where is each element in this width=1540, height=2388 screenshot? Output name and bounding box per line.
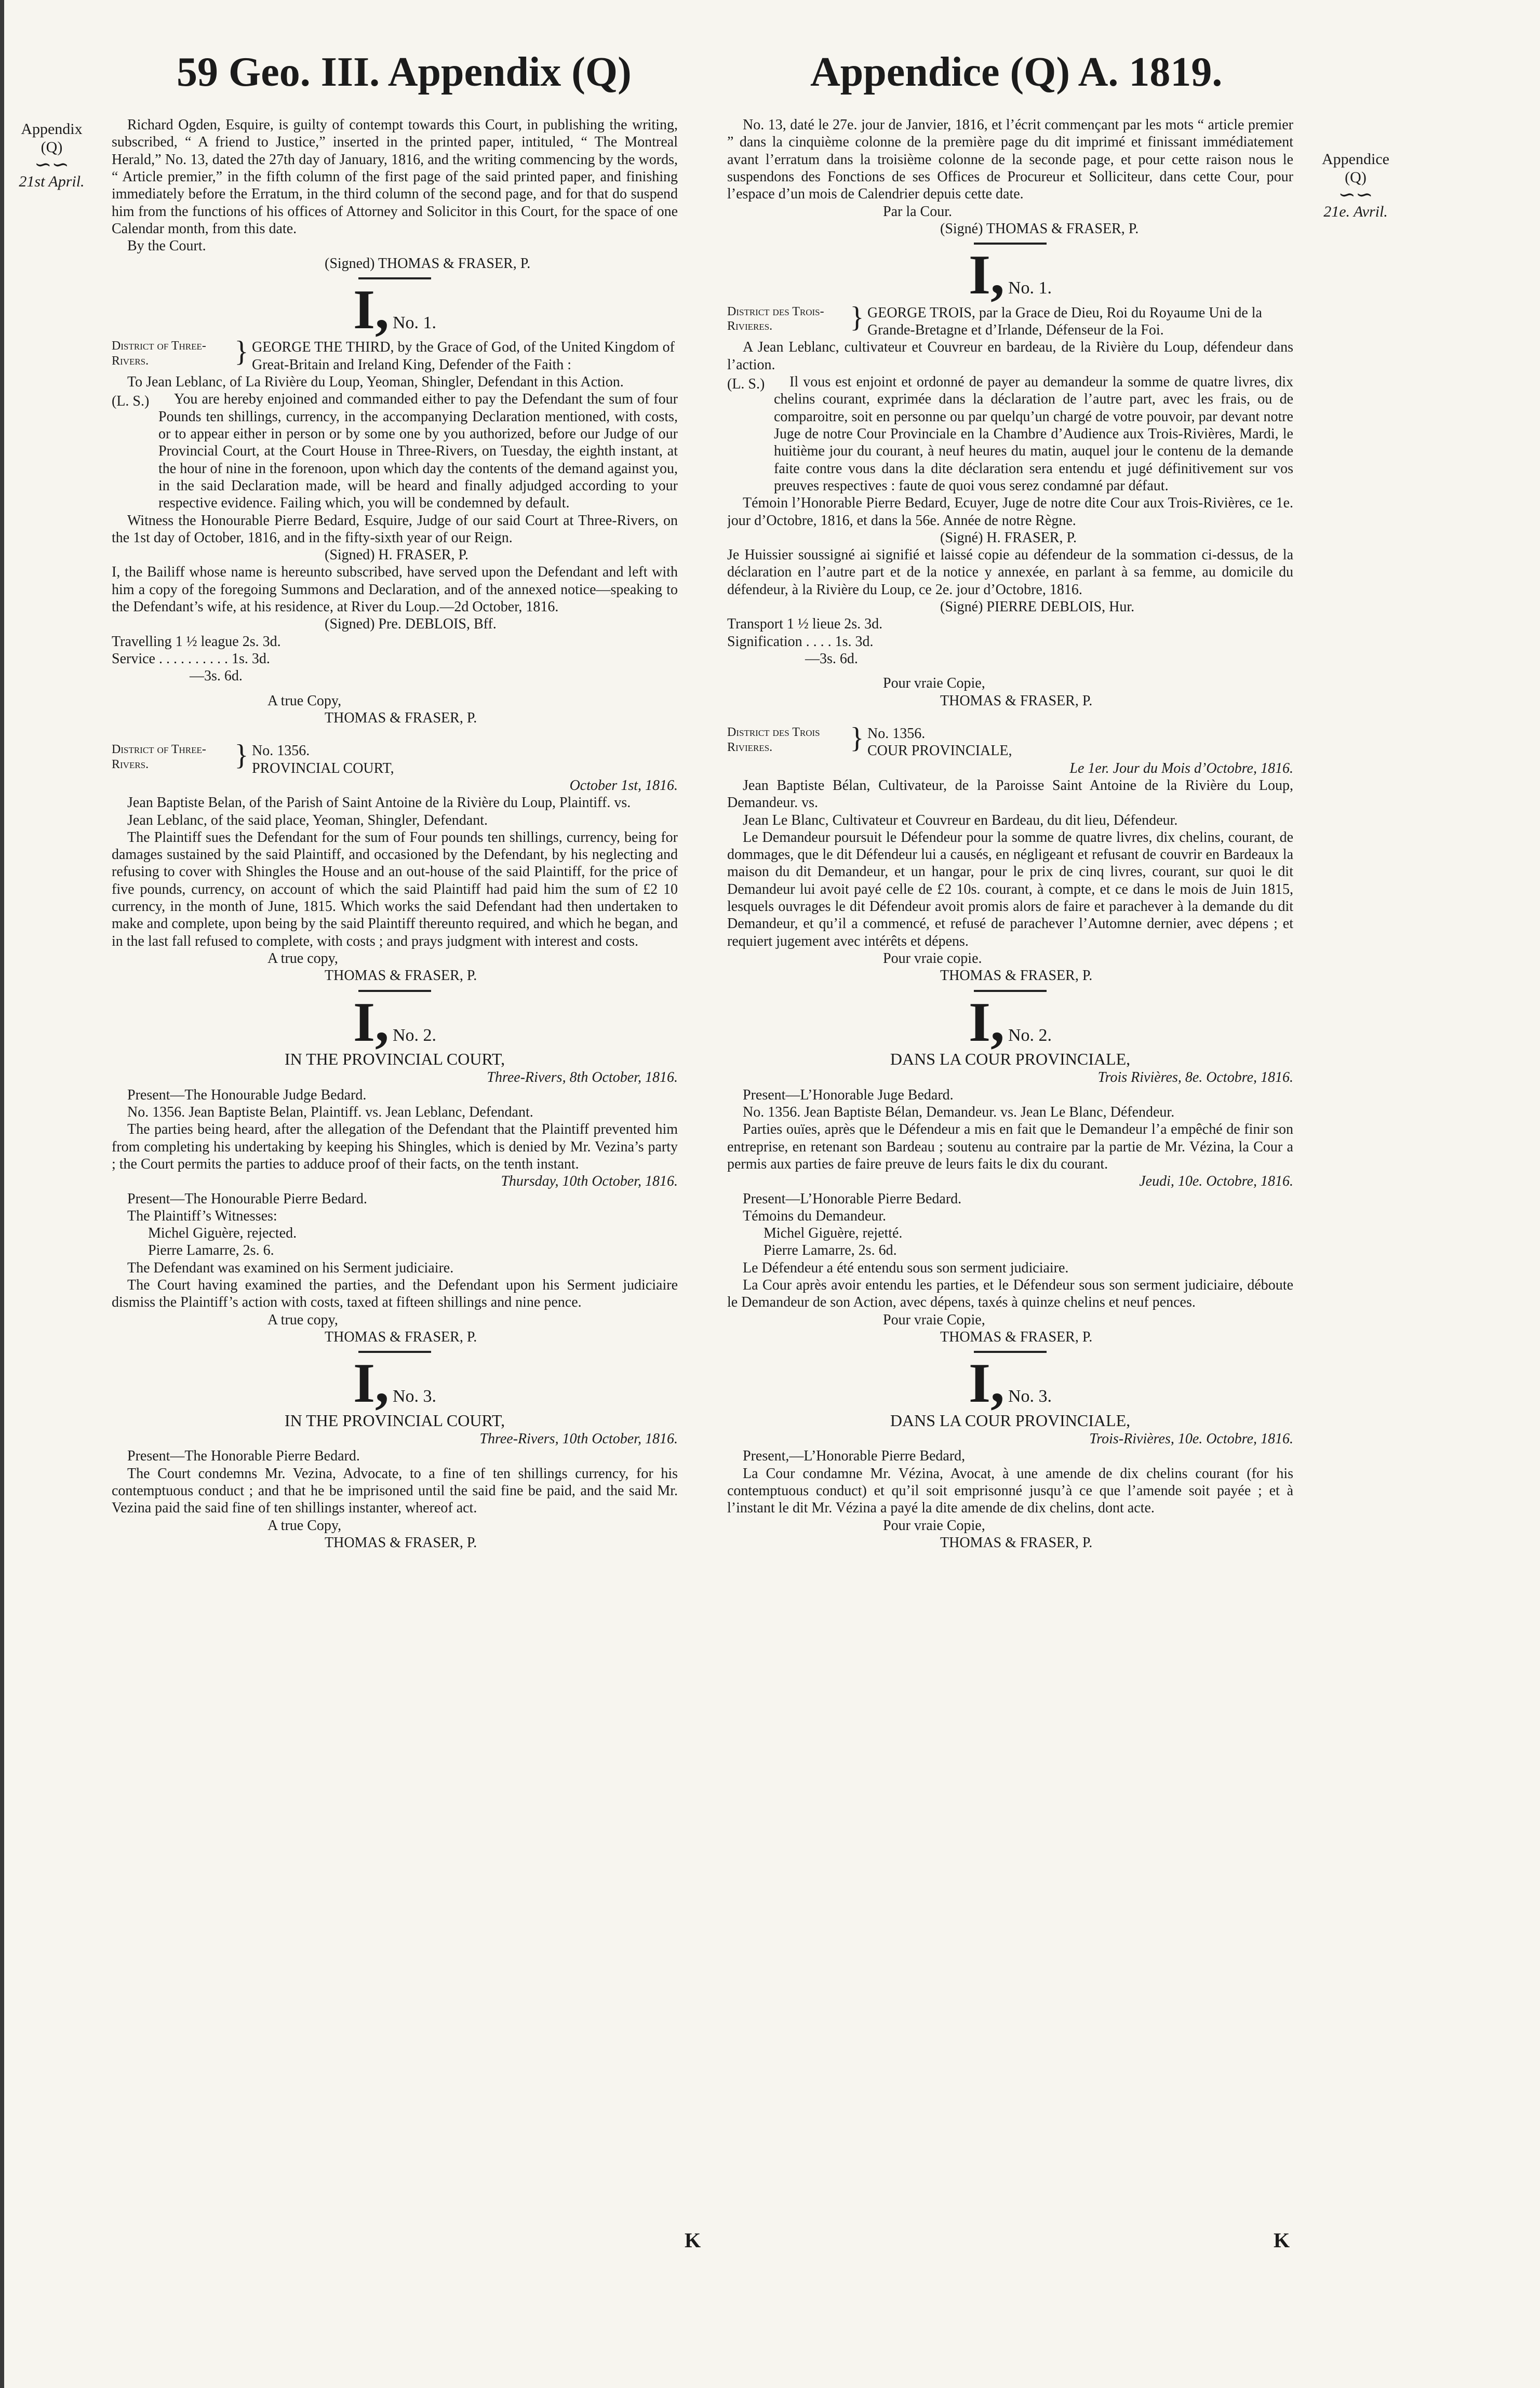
- true-copy: A true Copy,: [267, 692, 342, 709]
- summons-text: Il vous est enjoint et ordonné de payer au demandeur la somme de quatre livres, dix chelins courant, exprimée dans la déclaration de l’autre part, avec les frais, ou de comparoitre, soit en personne ou par quelqu’un chargé de votre pouvoir, par devant notre Juge de notre Cour Provinciale en la Chambre d’Audience aux Trois-Rivières, Mardi, le huitième jour du courant, à neuf heures du matin, auquel jour le contenu de la demande faite contre vous dans la dite déclaration sera entendu et jugé définitivement sur vos preuves respectives : faute de quoi vous serez condamné par défaut.: [774, 374, 1293, 494]
- true-copy: A true copy,: [267, 950, 338, 967]
- margin-q: (Q): [41, 138, 63, 156]
- document-number: I, No. 2.: [968, 991, 1052, 1053]
- document-number: I, No. 3.: [353, 1352, 437, 1415]
- fee-line: Transport 1 ½ lieue 2s. 3d.: [727, 616, 883, 633]
- plaintiff: Jean Baptiste Belan, of the Parish of Saint Antoine de la Rivière du Loup, Plaintiff. vs.: [127, 795, 631, 811]
- intro-paragraph: No. 13, daté le 27e. jour de Janvier, 1816, et l’écrit commençant par les mots “ article premier ” dans la cinquième colonne de la première page du dit imprimé et finissant immédiatement avant l’erratum dans la troisième colonne de la seconde page, et pour cette raison nous le suspendons des Fonctions de ses Offices de Procureur et Solliciteur, dans cette Cour, pour l’espace d’un mois de Calendrier depuis cette date.: [727, 117, 1293, 203]
- summons-block: [727, 373, 1293, 494]
- examination-text: Le Défendeur a été entendu sous son serment judiciaire.: [743, 1259, 1069, 1276]
- page-header-right: Appendice (Q) A. 1819.: [810, 49, 1223, 95]
- true-copy: A true Copy,: [267, 1517, 342, 1534]
- summons-text: You are hereby enjoined and commanded either to pay the Defendant the sum of four Pounds ten shillings, currency, in the accompanying Declaration mentioned, with costs, or to appear either in person or by some one by you authorized, before our Judge of our Provincial Court, at the Court House in Three-Rivers, on Tuesday, the eighth instant, at the hour of nine in the forenoon, upon which day the contents of the demand against you, in the said Declaration made, will be heard and finally adjudged according to your respective evidence. Failing which, you will be condemned by default.: [158, 391, 678, 512]
- fee-total: —3s. 6d.: [190, 668, 243, 685]
- by-court: By the Court.: [127, 238, 206, 254]
- signature: THOMAS & FRASER, P.: [325, 709, 477, 726]
- page-signature-mark: K: [685, 2229, 701, 2252]
- by-court: Par la Cour.: [883, 203, 952, 220]
- present-judge: Present—The Honourable Judge Bedard.: [127, 1086, 367, 1103]
- page-signature-mark: K: [1274, 2229, 1290, 2252]
- court-title: IN THE PROVINCIAL COURT,: [284, 1050, 505, 1069]
- margin-ornament-icon: ∽∽: [1338, 183, 1373, 206]
- ruling-text: The parties being heard, after the allegation of the Defendant that the Plaintiff prevented him from completing his undertaking by keeping his Shingles, which is denied by Mr. Vezina’s party ; the Court permits the parties to adduce proof of their facts, on the tenth instant.: [112, 1121, 678, 1172]
- signature: (Signé) H. FRASER, P.: [940, 529, 1077, 546]
- witness-entry: Pierre Lamarre, 2s. 6.: [148, 1242, 274, 1259]
- bailiff-return: I, the Bailiff whose name is hereunto subscribed, have served upon the Defendant and left with him a copy of the foregoing Summons and Declaration, and of the annexed notice—speaking to the Defendant’s wife, at his residence, at River du Loup.—2d October, 1816.: [112, 564, 678, 615]
- true-copy: A true copy,: [267, 1311, 338, 1328]
- defendant: Jean Le Blanc, Cultivateur et Couvreur en Bardeau, du dit lieu, Défendeur.: [743, 812, 1178, 828]
- district-heading: District des Trois Rivieres. } No. 1356. COUR PROVINCIALE,: [727, 721, 1012, 759]
- ruling-text: Parties ouïes, après que le Défendeur a mis en fait que le Demandeur l’a empêché de finir son entreprise, en retenant son Bardeau ; soutenu au contraire par la partie de Mr. Vézina, la Cour a permis aux parties de faire preuve de leurs faits le dix du courant.: [727, 1121, 1293, 1172]
- intro-paragraph: Richard Ogden, Esquire, is guilty of contempt towards this Court, in publishing the writing, subscribed, “ A friend to Justice,” inserted in the printed paper, intituled, “ The Montreal Herald,” No. 13, dated the 27th day of January, 1816, and the writing commencing by the words, “ Article premier,” in the fifth column of the first page of the said printed paper, and finishing immediately before the Erratum, in the third column of the second page, and for that do suspend him from the functions of his offices of Attorney and Solicitor in this Court, for the space of one Calendar month, from this date.: [112, 117, 678, 237]
- declaration-date: Le 1er. Jour du Mois d’Octobre, 1816.: [1069, 760, 1293, 776]
- signature: THOMAS & FRASER, P.: [325, 1329, 477, 1346]
- margin-note-right: [1309, 151, 1402, 221]
- true-copy: Pour vraie Copie,: [883, 675, 985, 692]
- court-date: Thursday, 10th October, 1816.: [501, 1173, 678, 1190]
- addressee: To Jean Leblanc, of La Rivière du Loup, Yeoman, Shingler, Defendant in this Action.: [127, 374, 624, 391]
- fee-total: —3s. 6d.: [805, 651, 858, 667]
- signature: THOMAS & FRASER, P.: [325, 1534, 477, 1551]
- document-number: I, No. 3.: [968, 1352, 1052, 1415]
- document-number: I, No. 1.: [968, 244, 1052, 306]
- page-edge: [0, 0, 4, 2388]
- present-judge: Present—L’Honorable Juge Bedard.: [743, 1086, 954, 1103]
- addressee: A Jean Leblanc, cultivateur et Couvreur en bardeau, de la Rivière du Loup, défendeur dans l’action.: [727, 339, 1293, 373]
- court-date: Jeudi, 10e. Octobre, 1816.: [1139, 1173, 1293, 1190]
- margin-date: 21e. Avril.: [1323, 203, 1388, 220]
- signature: (Signé) PIERRE DEBLOIS, Hur.: [940, 599, 1135, 615]
- declaration-date: October 1st, 1816.: [569, 777, 678, 794]
- signature: THOMAS & FRASER, P.: [940, 1329, 1093, 1346]
- margin-appendix: Appendix: [21, 120, 83, 138]
- case-parties: No. 1356. Jean Baptiste Belan, Plaintiff. vs. Jean Leblanc, Defendant.: [127, 1104, 533, 1120]
- witness-entry: Michel Giguère, rejected.: [148, 1225, 297, 1242]
- defendant: Jean Leblanc, of the said place, Yeoman, Shingler, Defendant.: [127, 812, 488, 828]
- signature: (Signed) THOMAS & FRASER, P.: [325, 255, 531, 272]
- witnesses-heading: Témoins du Demandeur.: [743, 1208, 887, 1224]
- witness-text: Witness the Honourable Pierre Bedard, Esquire, Judge of our said Court at Three-Rivers, on the 1st day of October, 1816, and in the fifty-sixth year of our Reign.: [112, 512, 678, 546]
- signature: THOMAS & FRASER, P.: [940, 1534, 1093, 1551]
- summons-block: [112, 391, 678, 512]
- present-judge: Present—The Honorable Pierre Bedard.: [127, 1448, 360, 1465]
- signature: (Signed) Pre. DEBLOIS, Bff.: [325, 616, 497, 633]
- declaration-text: The Plaintiff sues the Defendant for the sum of Four pounds ten shillings, currency, being for damages sustained by the said Plaintiff, and occasioned by the Defendant, by his neglecting and refusing to cover with Shingles the House and an out-house of the said Plaintiff, for the price of five pounds, currency, on account of which the said Plaintiff had paid him the sum of £2 10 currency, in the month of June, 1815. Which works the said Defendant had then undertaken to make and complete, upon being by the said Plaintiff thereunto required, and which he began, and in the last fall refused to complete, with costs ; and prays judgment with interest and costs.: [112, 829, 678, 949]
- court-date: Trois Rivières, 8e. Octobre, 1816.: [1097, 1069, 1293, 1086]
- fee-line: Signification . . . . 1s. 3d.: [727, 633, 874, 650]
- page-header-left: 59 Geo. III. Appendix (Q): [177, 49, 632, 95]
- fee-line: Service . . . . . . . . . . 1s. 3d.: [112, 651, 270, 667]
- witness-entry: Michel Giguère, rejetté.: [764, 1225, 903, 1242]
- dismissal-text: The Court having examined the parties, and the Defendant upon his Serment judiciaire dismiss the Plaintiff’s action with costs, taxed at fifteen shillings and nine pence.: [112, 1277, 678, 1311]
- margin-appendix: Appendice: [1322, 151, 1389, 168]
- margin-note-left: [6, 120, 97, 191]
- court-title: DANS LA COUR PROVINCIALE,: [890, 1411, 1131, 1430]
- document-number: I, No. 2.: [353, 991, 437, 1053]
- court-date: Three-Rivers, 8th October, 1816.: [487, 1069, 678, 1086]
- fine-text: La Cour condamne Mr. Vézina, Avocat, à une amende de dix chelins courant (for his contemptuous conduct) et qu’il soit emprisonné jusqu’à ce que l’amende soit payée ; et à l’instant le dit Mr. Vézina a payé la dite amende de dix chelins, dont acte.: [727, 1465, 1293, 1517]
- signature: THOMAS & FRASER, P.: [940, 692, 1093, 709]
- plaintiff: Jean Baptiste Bélan, Cultivateur, de la Paroisse Saint Antoine de la Rivière du Loup, Demandeur. vs.: [727, 777, 1293, 811]
- fine-text: The Court condemns Mr. Vezina, Advocate, to a fine of ten shillings currency, for his contemptuous conduct ; and that he be imprisoned until the said fine be paid, and the said Mr. Vezina paid the said fine of ten shillings instanter, whereof act.: [112, 1465, 678, 1517]
- fee-line: Travelling 1 ½ league 2s. 3d.: [112, 633, 281, 650]
- signature: THOMAS & FRASER, P.: [325, 968, 477, 984]
- true-copy: Pour vraie Copie,: [883, 1311, 985, 1328]
- district-heading: District des Trois-Rivieres. } GEORGE TROIS, par la Grace de Dieu, Roi du Royaume Uni de la Grande-Bretagne et d’Irlande, Défenseur de la Foi.: [727, 301, 1262, 339]
- true-copy: Pour vraie copie.: [883, 950, 982, 967]
- witness-entry: Pierre Lamarre, 2s. 6d.: [764, 1242, 897, 1259]
- witnesses-heading: The Plaintiff’s Witnesses:: [127, 1208, 277, 1224]
- seal-label: (L. S.): [727, 376, 765, 393]
- bailiff-return: Je Huissier soussigné ai signifié et laissé copie au défendeur de la sommation ci-dessus, de la déclaration en l’autre part et de la notice y annexée, en parlant à sa femme, au domicile du défendeur, à la Rivière du Loup, ce 2e. jour d’Octobre, 1816.: [727, 547, 1293, 598]
- declaration-text: Le Demandeur poursuit le Défendeur pour la somme de quatre livres, dix chelins, courant, de dommages, que le dit Défendeur lui a causés, en négligeant et refusant de couvrir en Bardeaux la maison du dit Demandeur, et un hangar, pour le prix de cinq livres, courant, sur quoi le dit Demandeur lui avoit payé celle de £2 10s. courant, à compte, et ce dans le mois de Juin 1815, lesquels ouvrages le dit Défendeur avoit promis alors de faire et parachever à la demande du dit Demandeur, et qu’il a commencé, et refusé de parachever l’Automne dernier, avec dépens ; et requiert jugement avec intérêts et dépens.: [727, 829, 1293, 949]
- signature: THOMAS & FRASER, P.: [940, 968, 1093, 984]
- document-number: I, No. 1.: [353, 278, 437, 341]
- district-heading: District of Three-Rivers. } No. 1356. PROVINCIAL COURT,: [112, 739, 394, 776]
- seal-label: (L. S.): [112, 393, 150, 410]
- margin-date: 21st April.: [19, 173, 85, 190]
- english-column: [112, 116, 678, 2370]
- examination-text: The Defendant was examined on his Serment judiciaire.: [127, 1259, 454, 1276]
- signature: (Signed) H. FRASER, P.: [325, 547, 468, 564]
- signature: (Signé) THOMAS & FRASER, P.: [940, 220, 1139, 237]
- present-judge: Present—The Honourable Pierre Bedard.: [127, 1190, 367, 1207]
- case-parties: No. 1356. Jean Baptiste Bélan, Demandeur. vs. Jean Le Blanc, Défendeur.: [743, 1104, 1175, 1120]
- court-title: IN THE PROVINCIAL COURT,: [284, 1411, 505, 1430]
- true-copy: Pour vraie Copie,: [883, 1517, 985, 1534]
- french-column: [727, 116, 1293, 2370]
- present-judge: Present—L’Honorable Pierre Bedard.: [743, 1190, 962, 1207]
- margin-q: (Q): [1345, 168, 1367, 186]
- district-heading: District of Three-Rivers. } GEORGE THE THIRD, by the Grace of God, of the United Kingdom of Great-Britain and Ireland King, Defender of the Faith :: [112, 336, 675, 373]
- witness-text: Témoin l’Honorable Pierre Bedard, Ecuyer, Juge de notre dite Cour aux Trois-Rivières, ce 1e. jour d’Octobre, 1816, et dans la 56e. Année de notre Règne.: [727, 495, 1293, 529]
- margin-ornament-icon: ∽∽: [34, 153, 70, 176]
- dismissal-text: La Cour après avoir entendu les parties, et le Défendeur sous son serment judiciaire, déboute le Demandeur de son Action, avec dépens, taxés à quinze chelins et neuf pences.: [727, 1277, 1293, 1311]
- present-judge: Present,—L’Honorable Pierre Bedard,: [743, 1448, 966, 1465]
- court-date: Three-Rivers, 10th October, 1816.: [479, 1431, 678, 1447]
- court-date: Trois-Rivières, 10e. Octobre, 1816.: [1089, 1431, 1293, 1447]
- court-title: DANS LA COUR PROVINCIALE,: [890, 1050, 1131, 1069]
